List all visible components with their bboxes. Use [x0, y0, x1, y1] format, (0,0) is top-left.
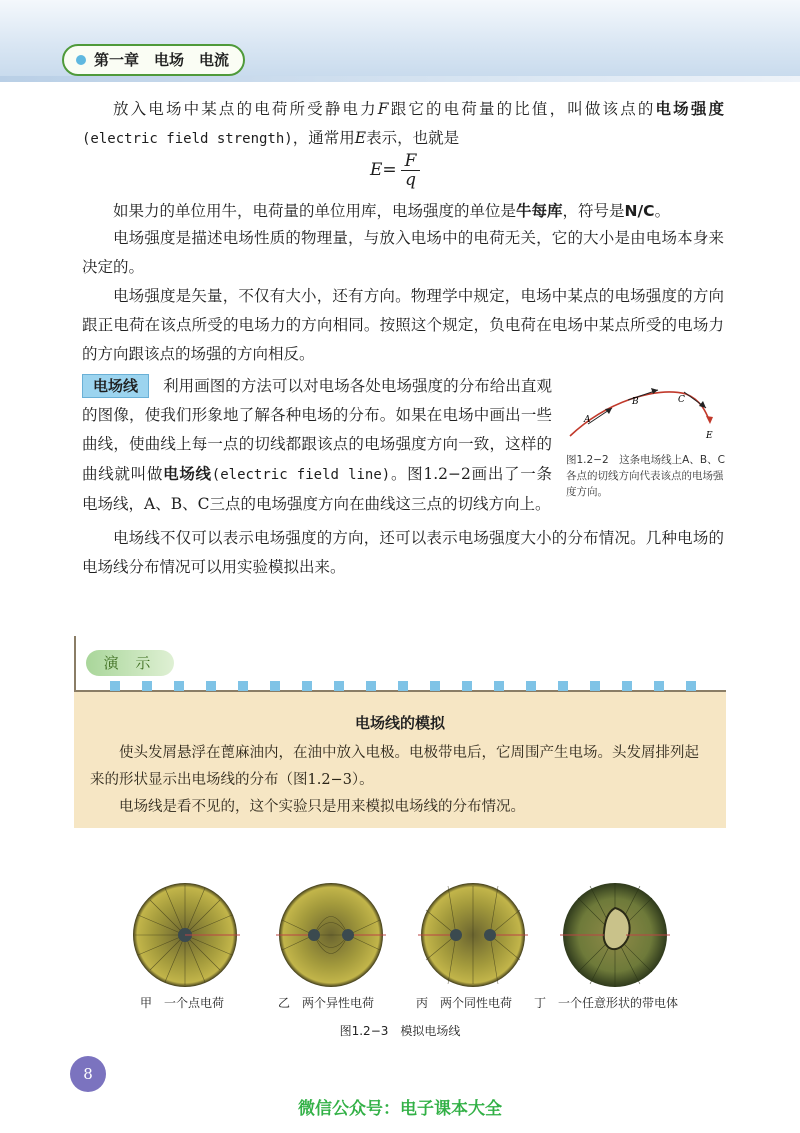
paragraph-field-line-density: 电场线不仅可以表示电场强度的方向，还可以表示电场强度大小的分布情况。几种电场的电场线分布情况可以用实验模拟出来。	[82, 529, 724, 576]
term-field-strength: 电场强度	[655, 99, 724, 118]
formula-e-equals-f-over-q	[370, 150, 420, 190]
photo-label-d: 丁 一个任意形状的带电体	[534, 996, 679, 1010]
text: ，通常用	[292, 129, 355, 147]
unit-symbol: N/C	[624, 202, 655, 220]
text: 。	[654, 202, 671, 220]
demo-paragraph-2: 电场线是看不见的，这个实验只是用来模拟电场线的分布情况。	[119, 799, 525, 815]
paragraph-vector: 电场强度是矢量，不仅有大小，还有方向。物理学中规定，电场中某点的电场强度的方向跟正电荷在该点所受的电场力的方向相同。按照这个规定，负电荷在电场中某点所受的电场力的方向跟该点的场强的方向相反。	[82, 287, 724, 363]
paragraph-unit	[82, 196, 724, 226]
chapter-label: 第一章 电场 电流	[94, 51, 230, 69]
text: 放入电场中某点的电荷所受静电力	[113, 100, 378, 118]
photo-opposite-charges	[276, 880, 386, 990]
photo-like-charges	[418, 880, 528, 990]
figure-caption-1-2-2: 图1.2−2 这条电场线上A、B、C各点的切线方向代表该点的电场强度方向。	[566, 454, 725, 498]
paragraph-field-line	[82, 372, 552, 519]
point-e-label: E	[706, 431, 713, 441]
photo-label-c: 丙 两个同性电荷	[416, 996, 513, 1010]
text: ，符号是	[562, 202, 625, 220]
text: 。图1.2−2画出了一条电场线，A、B、C三点的电场强度方向在曲线这三点的切线方向上。	[82, 465, 552, 513]
text: 利用画图的方法可以对电场各处电场强度的分布给出直观的图像，使我们形象地了解各种电场的分布。如果在电场中画出一些曲线，使曲线上每一点的切线都跟该点的电场强度方向一致，这样的曲线就叫做	[82, 377, 552, 483]
term-english: (electric field strength)	[82, 131, 293, 147]
demo-left-rule	[74, 636, 76, 690]
formula-lhs: E	[370, 160, 383, 180]
photo-label-a: 甲 一个点电荷	[140, 996, 225, 1010]
point-a-label: A	[584, 415, 591, 425]
watermark-text: 微信公众号：电子课本大全	[298, 1099, 502, 1119]
formula-denominator: q	[405, 169, 417, 190]
var-e: E	[354, 129, 367, 147]
term-field-line: 电场线	[163, 464, 212, 483]
formula-numerator: F	[401, 152, 421, 171]
page-number: 8	[70, 1056, 106, 1092]
paragraph-property: 电场强度是描述电场性质的物理量，与放入电场中的电荷无关，它的大小是由电场本身来决定的。	[82, 229, 724, 276]
bullet-dot-icon	[76, 55, 86, 65]
arrow-a-icon	[605, 408, 612, 414]
formula-fraction	[401, 152, 421, 189]
arrow-e-icon	[706, 416, 713, 424]
chapter-title	[62, 44, 245, 76]
photo-point-charge	[130, 880, 240, 990]
paragraph-definition	[82, 94, 724, 154]
formula-equals: =	[382, 160, 397, 180]
text: 表示，也就是	[366, 129, 460, 147]
section-label-field-line: 电场线	[82, 374, 149, 398]
header-band	[0, 0, 800, 82]
text: 如果力的单位用牛，电荷量的单位用库，电场强度的单位是	[113, 202, 517, 220]
term-unit: 牛每库	[516, 201, 563, 220]
photo-arbitrary-shape	[560, 880, 670, 990]
point-c-label: C	[678, 395, 685, 405]
field-line-curve	[570, 392, 710, 436]
demo-tab-label: 演 示	[86, 650, 174, 676]
point-b-label: B	[632, 397, 639, 407]
figure-field-line-diagram	[566, 372, 726, 450]
photo-label-b: 乙 两个异性电荷	[278, 996, 375, 1010]
demo-decoration-squares	[110, 681, 696, 691]
var-f: F	[377, 100, 389, 118]
term-english: (electric field line)	[211, 467, 391, 483]
demo-title: 电场线的模拟	[354, 714, 445, 732]
demo-paragraph-1: 使头发屑悬浮在蓖麻油内，在油中放入电极。电极带电后，它周围产生电场。头发屑排列起来的形状显示出电场线的分布（图1.2−3）。	[90, 745, 699, 788]
figure-caption-1-2-3: 图1.2−3 模拟电场线	[339, 1024, 461, 1038]
text: 跟它的电荷量的比值，叫做该点的	[388, 100, 656, 118]
